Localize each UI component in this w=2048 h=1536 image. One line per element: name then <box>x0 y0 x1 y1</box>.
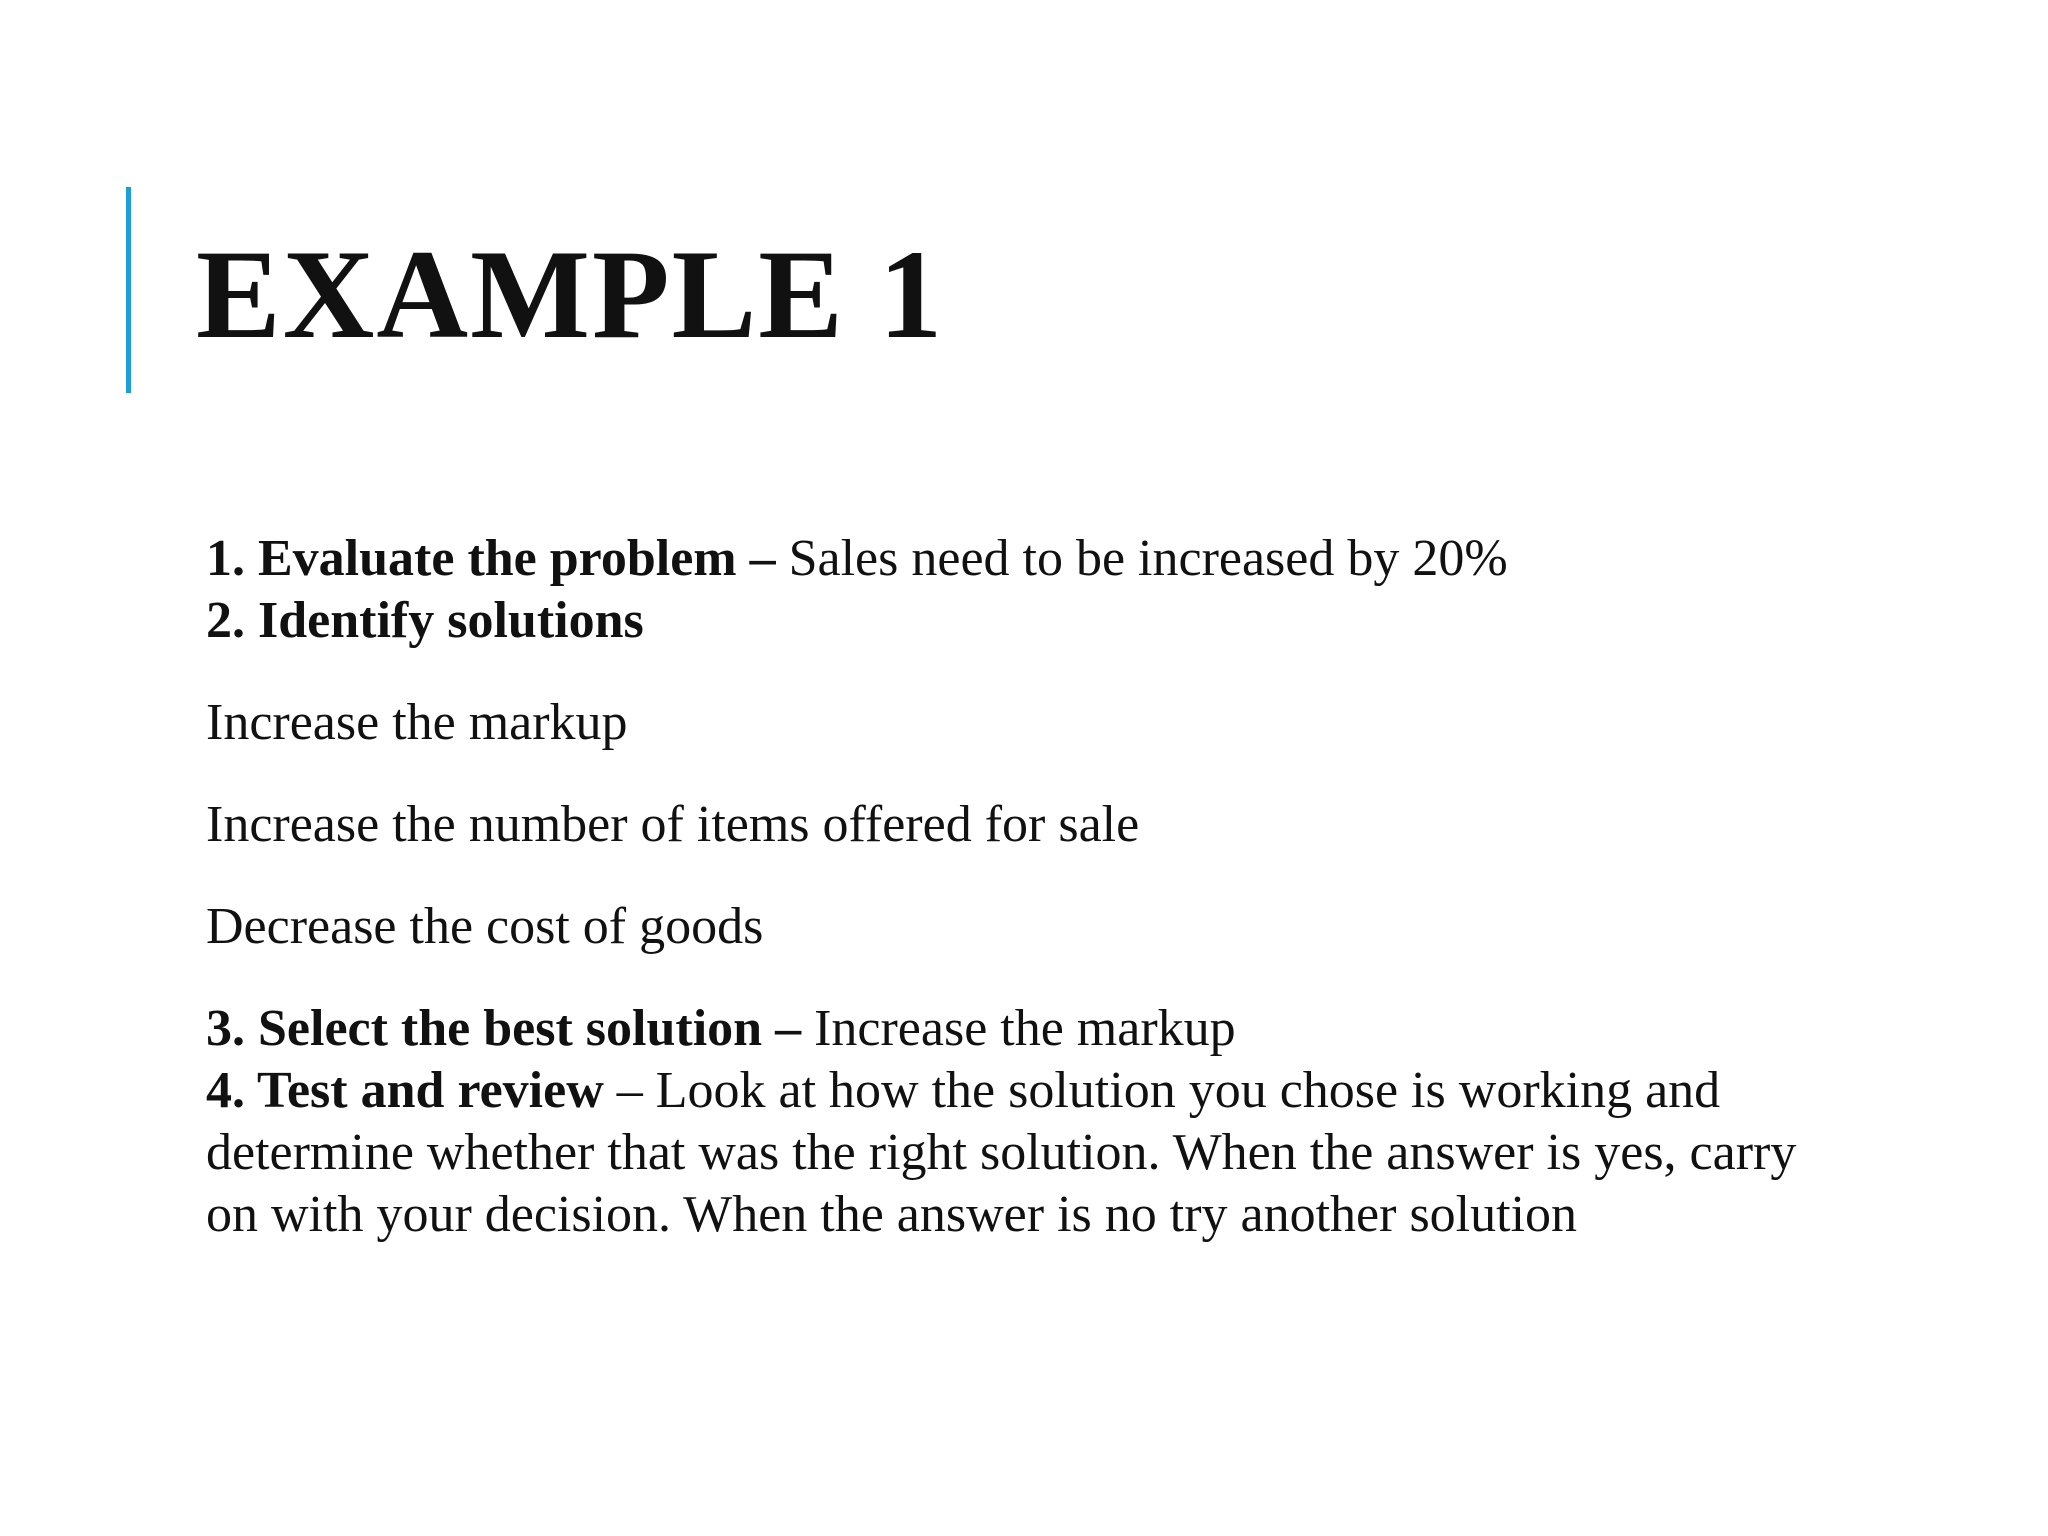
slide-title: EXAMPLE 1 <box>196 225 945 365</box>
step-3-label: 3. Select the best solution <box>206 1000 763 1057</box>
step-4-separator: – <box>603 1062 656 1119</box>
step-4 <box>206 1060 1846 1246</box>
step-1-label: 1. Evaluate the problem <box>206 530 737 587</box>
step-2-label: 2. Identify solutions <box>206 592 644 649</box>
step-3-text: Increase the markup <box>814 1000 1236 1057</box>
slide-body <box>206 528 1846 1246</box>
solution-item: Increase the markup <box>206 694 628 751</box>
solution-item: Decrease the cost of goods <box>206 898 764 955</box>
step-3 <box>206 998 1846 1060</box>
title-accent-bar <box>126 187 131 393</box>
step-1-text: Sales need to be increased by 20% <box>788 530 1508 587</box>
step-2 <box>206 590 1846 652</box>
solution-item: Increase the number of items offered for sale <box>206 796 1140 853</box>
step-4-label: 4. Test and review <box>206 1062 604 1119</box>
step-3-separator: – <box>762 1000 815 1057</box>
step-1 <box>206 528 1846 590</box>
step-1-separator: – <box>736 530 789 587</box>
step-4-text: Look at how the solution you chose is working and determine whether that was the right solution. When the answer is yes, carry on with your decision. When the answer is no try another solution <box>206 1062 1797 1243</box>
